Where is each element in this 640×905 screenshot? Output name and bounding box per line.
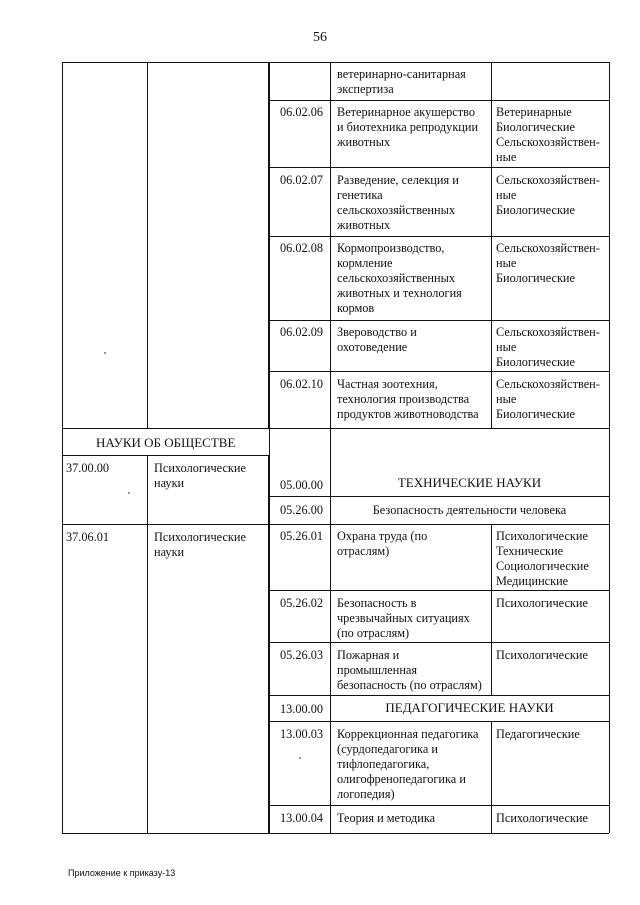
cell-sciences: Психологические xyxy=(496,648,588,662)
table-border xyxy=(147,455,148,833)
cell-sciences: Сельскохозяйствен- ные Биологические xyxy=(496,377,600,421)
section-heading: ТЕХНИЧЕСКИЕ НАУКИ xyxy=(397,475,542,490)
cell-name: Безопасность в чрезвычайных ситуациях (по отраслям) xyxy=(337,596,470,640)
scan-speck xyxy=(128,492,130,494)
section-heading: НАУКИ ОБ ОБЩЕСТВЕ xyxy=(96,435,236,450)
table-border xyxy=(269,167,609,168)
cell-sciences: Психологические xyxy=(496,596,588,610)
cell-sciences: Сельскохозяйствен- ные Биологические xyxy=(496,173,600,217)
table-border xyxy=(62,62,63,833)
cell-name: Разведение, селекция и генетика сельскохозяйственных животных xyxy=(337,173,459,232)
cell-code: 06.02.09 xyxy=(280,325,324,339)
cell-name: ветеринарно-санитарная экспертиза xyxy=(337,67,466,96)
table-border xyxy=(269,642,609,643)
table-border xyxy=(62,455,269,456)
cell-code: 13.00.03 xyxy=(280,727,324,741)
table-border xyxy=(62,62,609,63)
table-border xyxy=(330,62,331,833)
cell-code: 06.02.07 xyxy=(280,173,324,187)
table-border xyxy=(330,428,609,429)
table-border xyxy=(491,721,492,833)
table-border xyxy=(269,590,609,591)
cell-name: Охрана труда (по отраслям) xyxy=(337,529,428,558)
cell-code: 06.02.10 xyxy=(280,377,324,391)
table-border xyxy=(269,695,609,696)
cell-sciences: Ветеринарные Биологические Сельскохозяйствен- ные xyxy=(496,105,600,164)
cell-name: Кормопроизводство, кормление сельскохозяйственных животных и технология кормов xyxy=(337,241,462,315)
cell-name: Психологические науки xyxy=(154,530,246,559)
table-border xyxy=(62,524,269,525)
cell-name: Пожарная и промышленная безопасность (по отраслям) xyxy=(337,648,482,692)
section-heading: ПЕДАГОГИЧЕСКИЕ НАУКИ xyxy=(385,700,554,715)
cell-name: Частная зоотехния, технология производства продуктов животноводства xyxy=(337,377,479,421)
footer-note: Приложение к приказу-13 xyxy=(68,868,176,878)
cell-name: Психологические науки xyxy=(154,461,246,490)
table-border xyxy=(269,721,609,722)
table-border xyxy=(609,62,610,833)
table-border xyxy=(269,524,609,525)
cell-code: 05.26.01 xyxy=(280,529,324,543)
cell-code: 05.26.00 xyxy=(280,503,324,517)
cell-name: Звероводство и охотоведение xyxy=(337,325,417,354)
table-border xyxy=(62,428,330,429)
table-border xyxy=(269,62,270,833)
cell-sciences: Педагогические xyxy=(496,727,580,741)
table-border xyxy=(147,62,148,428)
cell-sciences: Сельскохозяйствен- ные Биологические xyxy=(496,241,600,285)
page-number: 56 xyxy=(313,30,327,45)
cell-sciences: Сельскохозяйствен- ные Биологические xyxy=(496,325,600,369)
cell-sciences: Психологические xyxy=(496,811,588,825)
cell-code: 06.02.06 xyxy=(280,105,324,119)
cell-name: Коррекционная педагогика (сурдопедагогика и тифлопедагогика, олигофренопедагогика и логопедия) xyxy=(337,727,479,801)
cell-code: 37.06.01 xyxy=(66,530,110,544)
cell-code: 05.26.02 xyxy=(280,596,324,610)
cell-code: 05.00.00 xyxy=(280,478,324,492)
table-border xyxy=(269,100,609,101)
cell-code: 06.02.08 xyxy=(280,241,324,255)
cell-code: 05.26.03 xyxy=(280,648,324,662)
cell-name: Теория и методика xyxy=(337,811,436,825)
table-border xyxy=(491,62,492,428)
table-border xyxy=(269,805,609,806)
table-border xyxy=(269,236,609,237)
table-border xyxy=(269,496,609,497)
cell-name: Ветеринарное акушерство и биотехника репродукции животных xyxy=(337,105,479,149)
cell-code: 37.00.00 xyxy=(66,461,110,475)
scan-speck xyxy=(104,352,106,354)
table-border xyxy=(62,833,609,834)
scan-speck xyxy=(299,757,301,759)
cell-code: 13.00.00 xyxy=(280,702,324,716)
cell-code: 13.00.04 xyxy=(280,811,324,825)
cell-sciences: Психологические Технические Социологические Медицинские xyxy=(496,529,589,588)
table-border xyxy=(491,524,492,695)
table-border xyxy=(269,320,609,321)
table-border xyxy=(269,371,609,372)
section-subheading: Безопасность деятельности человека xyxy=(372,503,567,517)
